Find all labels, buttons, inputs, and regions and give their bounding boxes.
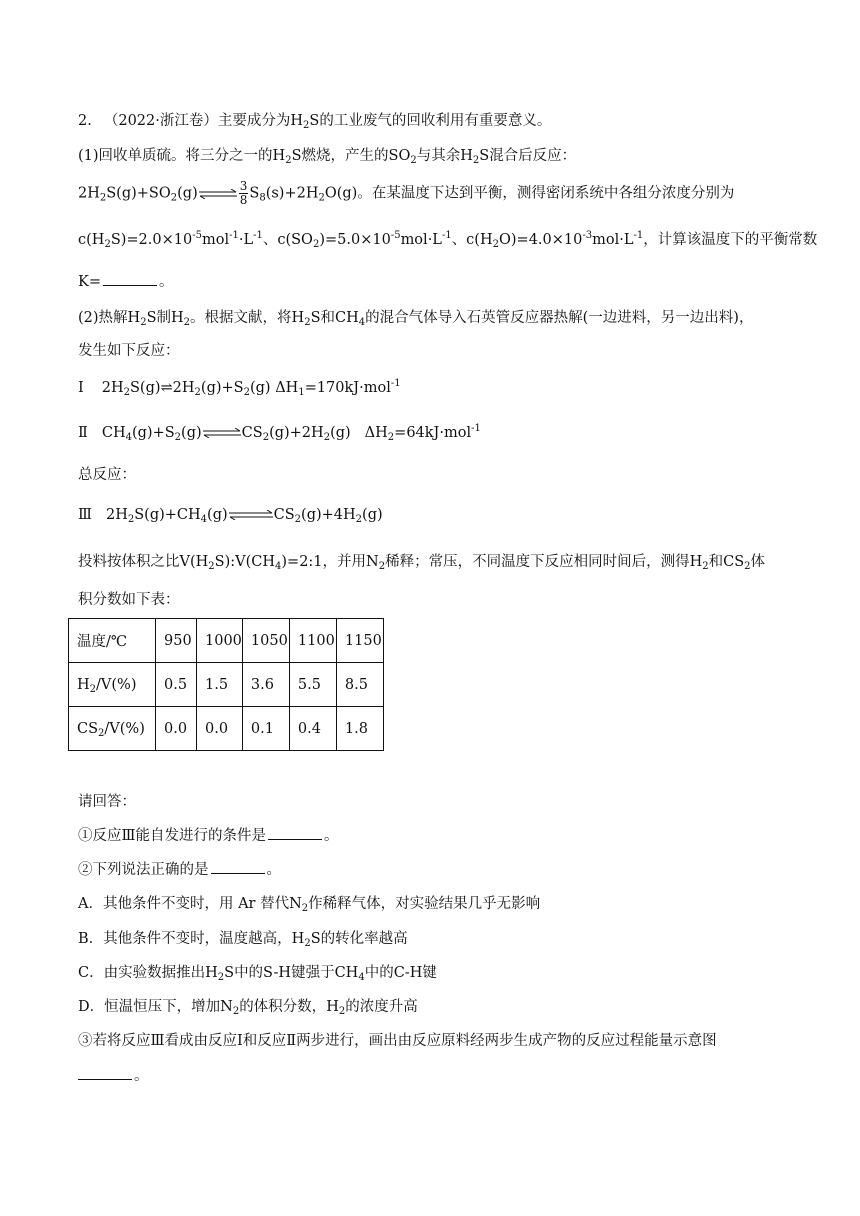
volume-fraction-table — [68, 618, 384, 751]
table-cell: 1.8 — [336, 707, 383, 751]
answer-blank-q1[interactable] — [268, 827, 322, 840]
equilibrium-arrow-icon — [198, 189, 238, 199]
option-d: D．恒温恒压下，增加$N_2$的体积分数，$H_2$的浓度升高 — [78, 999, 418, 1017]
option-a: A．其他条件不变时，用 Ar 替代$N_2$作稀释气体，对实验结果几乎无影响 — [78, 896, 541, 914]
table-cell: 3.6 — [242, 663, 289, 707]
concentration-values: $c(H_2S)=2.0\times 10^{-5}mol^{-1}\cdot L^{-1}$、$c(SO_2)=5.0\times 10^{-5}mol\cdot L^{-1}$、$c(H_2O)=4.0\times 10^{-3}mol\cdot L^{-1}$，计算该温度下的平衡常数 — [78, 230, 818, 250]
table-cell: 1150 — [336, 619, 383, 663]
table-cell: 0.4 — [289, 707, 336, 751]
equilibrium-harpoon-icon: ⇌ — [160, 380, 173, 396]
table-cell: 0.1 — [242, 707, 289, 751]
equation-sulfur-recovery: $2H_2S(g)+SO_2(g)$ $\frac{3}{8}$ $S_8(s)+2H_2O(g)$。在某温度下达到平衡，测得密闭系统中各组分浓度分别为 — [78, 179, 735, 207]
table-cell: 0.5 — [156, 663, 197, 707]
table-cell: 0.0 — [156, 707, 197, 751]
table-cell: 5.5 — [289, 663, 336, 707]
sub-question-2: ②下列说法正确的是 。 — [78, 862, 281, 878]
table-row — [69, 663, 384, 707]
table-header-cell: 温度/℃ — [69, 619, 156, 663]
table-cell: 8.5 — [336, 663, 383, 707]
part-1-intro: (1)回收单质硫。将三分之一的$H_2S$燃烧，产生的$SO_2$与其余$H_2S$混合后反应： — [78, 148, 577, 166]
answer-blank-q3[interactable] — [78, 1067, 132, 1080]
sub-question-3-answer: 。 — [78, 1066, 149, 1086]
question-stem: 2. （2022·浙江卷）主要成分为$H_2S$的工业废气的回收利用有重要意义。 — [78, 113, 552, 131]
equilibrium-arrow-icon — [202, 428, 242, 438]
reaction-ii: Ⅱ $CH_4(g)+S_2(g)$ $CS_2(g)+2H_2(g)$ $\Delta H_2=64kJ\cdot mol^{-1}$ — [78, 423, 481, 443]
part-2-intro: (2)热解$H_2S$制$H_2$。根据文献，将$H_2S$和$CH_4$的混合气体导入石英管反应器热解(一边进料，另一边出料)， — [78, 310, 754, 328]
sub-question-1: ①反应Ⅲ能自发进行的条件是 。 — [78, 828, 339, 844]
table-row — [69, 619, 384, 663]
part-2-reactions-lead: 发生如下反应： — [78, 343, 180, 359]
sub-question-3: ③若将反应Ⅲ看成由反应Ⅰ和反应Ⅱ两步进行，画出由反应原料经两步生成产物的反应过程能量示意图 — [78, 1033, 717, 1049]
ask-label: 请回答： — [78, 794, 136, 810]
option-b: B．其他条件不变时，温度越高，$H_2S$的转化率越高 — [78, 931, 408, 949]
table-cell: 1100 — [289, 619, 336, 663]
table-cell: 1000 — [197, 619, 243, 663]
table-row — [69, 707, 384, 751]
table-cell: 1050 — [242, 619, 289, 663]
total-reaction-label: 总反应： — [78, 467, 136, 483]
fraction-3-8: $\frac{3}{8}$ — [239, 179, 248, 207]
question-source: （2022·浙江卷） — [103, 113, 218, 129]
feed-conditions-cont: 积分数如下表： — [78, 592, 180, 608]
reaction-iii: Ⅲ $2H_2S(g)+CH_4(g)$ $CS_2(g)+4H_2(g)$ — [78, 507, 383, 525]
question-number: 2. — [78, 113, 92, 129]
table-cell: 950 — [156, 619, 197, 663]
table-header-cell: $CS_2/V(\%)$ — [69, 707, 156, 751]
option-c: C．由实验数据推出$H_2S$中的S-H键强于$CH_4$中的C-H键 — [78, 965, 437, 983]
table-cell: 0.0 — [197, 707, 243, 751]
reaction-i: Ⅰ $2H_2S(g)\rightleftharpoons 2H_2(g)+S_2(g)$ $\Delta H_1=170kJ\cdot mol^{-1}$ — [78, 378, 401, 398]
feed-conditions: 投料按体积之比$V(H_2S):V(CH_4)=2:1$，并用$N_2$稀释；常压，不同温度下反应相同时间后，测得$H_2$和$CS_2$体 — [78, 554, 766, 572]
answer-blank-k[interactable] — [103, 273, 157, 286]
equilibrium-constant-line: K= 。 — [78, 274, 174, 290]
table-cell: 1.5 — [197, 663, 243, 707]
equilibrium-arrow-icon — [228, 510, 274, 520]
answer-blank-q2[interactable] — [211, 861, 265, 874]
table-header-cell: $H_2/V(\%)$ — [69, 663, 156, 707]
